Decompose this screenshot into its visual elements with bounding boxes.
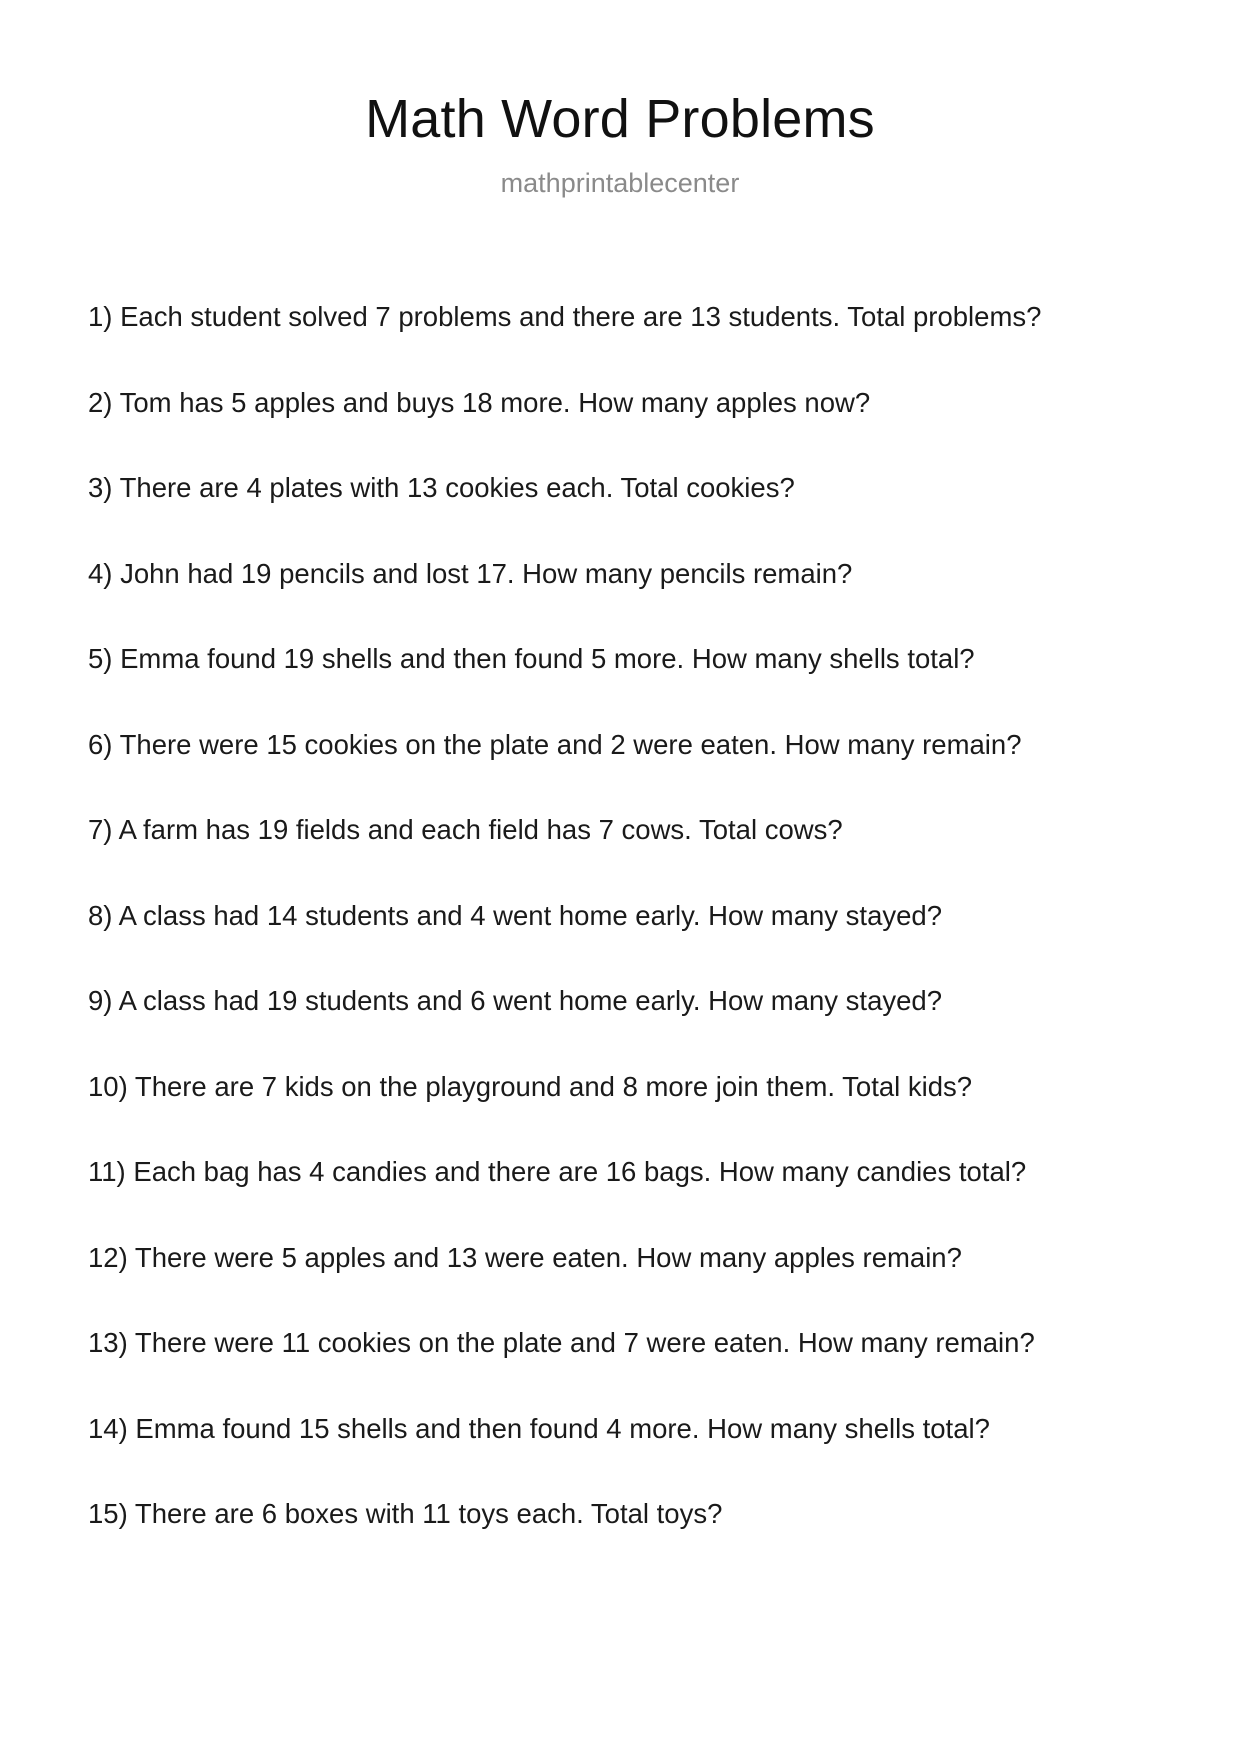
list-item: 1) Each student solved 7 problems and there are 13 students. Total problems?	[88, 301, 1042, 332]
list-item: 7) A farm has 19 fields and each field has 7 cows. Total cows?	[88, 814, 843, 845]
list-item: 9) A class had 19 students and 6 went home early. How many stayed?	[88, 985, 943, 1016]
list-item: 2) Tom has 5 apples and buys 18 more. How many apples now?	[88, 386, 871, 418]
list-item: 4) John had 19 pencils and lost 17. How many pencils remain?	[88, 557, 853, 589]
page-title: Math Word Problems	[365, 89, 875, 149]
list-item: 5) Emma found 19 shells and then found 5 more. How many shells total?	[88, 643, 975, 674]
page-subtitle: mathprintablecenter	[500, 168, 740, 198]
list-item: 14) Emma found 15 shells and then found 4 more. How many shells total?	[88, 1412, 990, 1444]
list-item: 11) Each bag has 4 candies and there are 16 bags. How many candies total?	[88, 1156, 1027, 1187]
list-item: 15) There are 6 boxes with 11 toys each. Total toys?	[88, 1498, 723, 1529]
problem-list	[88, 300, 1240, 1583]
list-item: 6) There were 15 cookies on the plate and 2 were eaten. How many remain?	[88, 728, 1022, 760]
list-item: 3) There are 4 plates with 13 cookies each. Total cookies?	[88, 472, 795, 503]
list-item: 10) There are 7 kids on the playground and 8 more join them. Total kids?	[88, 1070, 973, 1102]
list-item: 12) There were 5 apples and 13 were eaten. How many apples remain?	[88, 1241, 962, 1273]
list-item: 8) A class had 14 students and 4 went home early. How many stayed?	[88, 899, 943, 931]
list-item: 13) There were 11 cookies on the plate and 7 were eaten. How many remain?	[88, 1327, 1035, 1358]
